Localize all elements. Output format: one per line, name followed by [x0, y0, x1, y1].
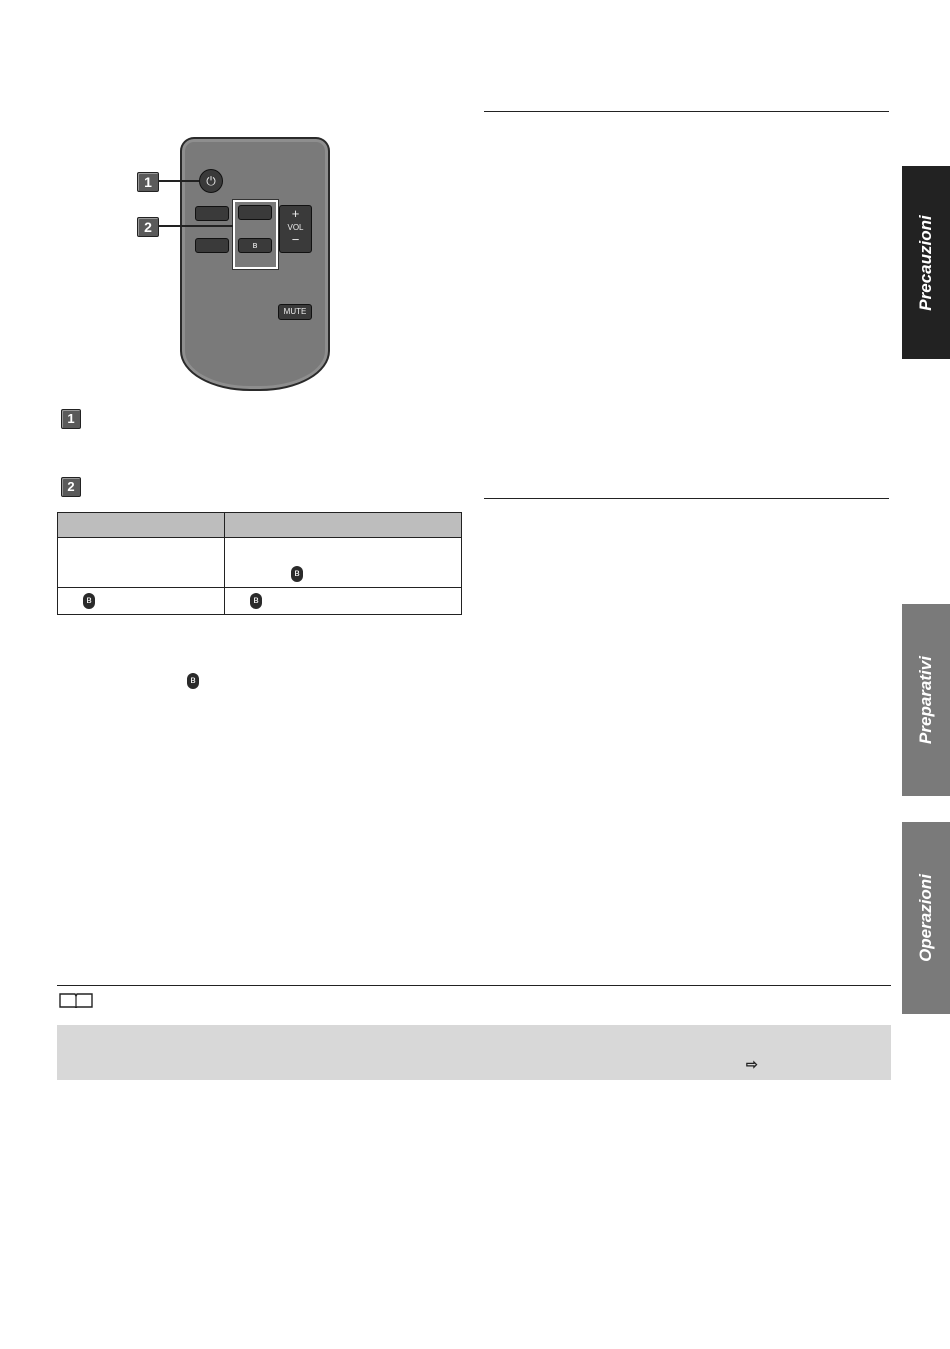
side-tab-label: Operazioni	[916, 874, 935, 962]
volume-rocker	[279, 205, 312, 253]
power-button-icon: ⏻	[199, 169, 223, 193]
remote-button-bottom-left	[195, 238, 229, 253]
callout-2: 2	[137, 217, 159, 237]
notes-box	[57, 1025, 891, 1080]
table-row	[58, 538, 462, 588]
table-header-cell	[225, 513, 462, 538]
callout-1: 1	[137, 172, 159, 192]
arrow-right-icon: ⇨	[746, 1056, 758, 1072]
table-cell	[225, 538, 462, 588]
book-icon	[59, 992, 93, 1008]
table-header-row	[58, 513, 462, 538]
remote-bluetooth-button-icon: ʙ	[238, 238, 272, 253]
bluetooth-icon: ʙ	[250, 593, 262, 609]
vol-label: VOL	[287, 223, 304, 232]
side-tab-precauzioni[interactable]	[902, 166, 950, 359]
section-badge-1: 1	[61, 409, 81, 429]
section-badge-2: 2	[61, 477, 81, 497]
notes-divider	[57, 985, 891, 986]
callout-1-leader	[159, 180, 199, 182]
remote-button-top-left	[195, 206, 229, 221]
table-cell	[58, 538, 225, 588]
callout-2-leader	[159, 225, 233, 227]
vol-minus-label: −	[291, 232, 300, 247]
table-cell	[225, 588, 462, 615]
bluetooth-icon: ʙ	[187, 673, 199, 689]
highlight-box	[233, 200, 278, 269]
table-cell	[58, 588, 225, 615]
side-tab-label: Preparativi	[916, 656, 935, 744]
section-divider	[484, 111, 889, 112]
table-header-cell	[58, 513, 225, 538]
side-tab-label: Precauzioni	[916, 214, 935, 311]
table-row	[58, 588, 462, 615]
bluetooth-icon: ʙ	[291, 566, 303, 582]
side-tab-preparativi[interactable]	[902, 604, 950, 796]
button-function-table	[57, 512, 462, 615]
vol-plus-label: +	[291, 206, 300, 221]
bluetooth-icon: ʙ	[83, 593, 95, 609]
mute-button: MUTE	[278, 304, 312, 320]
side-tab-operazioni[interactable]	[902, 822, 950, 1014]
section-divider	[484, 498, 889, 499]
